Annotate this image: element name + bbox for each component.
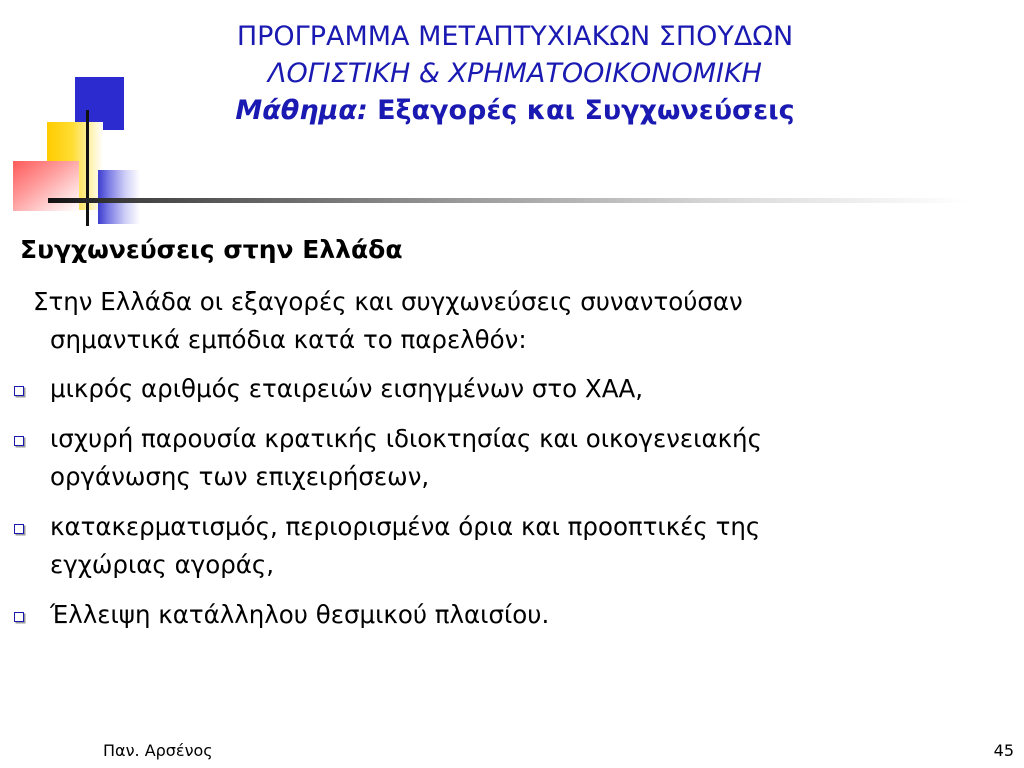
bullet-text: μικρός αριθμός εταιρειών εισηγμένων στο ΧΑΑ, (50, 374, 644, 403)
slide-title (140, 18, 890, 129)
hollow-square-bullet-icon (14, 612, 24, 622)
bullet-text-continued: εγχώριας αγοράς, (50, 550, 275, 579)
intro-line-2: σημαντικά εμπόδια κατά το παρελθόν: (50, 325, 527, 354)
course-title (140, 92, 890, 129)
bullet-list (12, 370, 912, 646)
logo-lightblue-square (98, 170, 140, 224)
hollow-square-bullet-icon (14, 386, 24, 396)
program-title: ΠΡΟΓΡΑΜΜΑ ΜΕΤΑΠΤΥΧΙΑΚΩΝ ΣΠΟΥΔΩΝ (236, 21, 794, 52)
bullet-text-continued: οργάνωσης των επιχειρήσεων, (50, 462, 430, 491)
bullet-item (12, 508, 912, 584)
footer-author: Παν. Αρσένος (103, 741, 213, 760)
program-subtitle: ΛΟΓΙΣΤΙΚΗ & ΧΡΗΜΑΤΟΟΙΚΟΝΟΜΙΚΗ (268, 58, 762, 89)
bullet-text: κατακερματισμός, περιορισμένα όρια και προοπτικές της (50, 512, 761, 541)
bullet-text: Έλλειψη κατάλληλου θεσμικού πλαισίου. (50, 600, 550, 629)
bullet-item (12, 370, 912, 408)
course-label: Μάθημα: (235, 95, 368, 126)
bullet-item (12, 596, 912, 634)
hollow-square-bullet-icon (14, 436, 24, 446)
bullet-item (12, 420, 912, 496)
intro-paragraph (33, 283, 933, 359)
page-number: 45 (993, 741, 1014, 760)
bullet-text: ισχυρή παρουσία κρατικής ιδιοκτησίας και οικογενειακής (50, 424, 762, 453)
logo-vertical-line (86, 110, 89, 226)
section-heading: Συγχωνεύσεις στην Ελλάδα (20, 235, 403, 264)
logo-red-square (13, 161, 79, 211)
intro-line-1: Στην Ελλάδα οι εξαγορές και συγχωνεύσεις συναντούσαν (33, 287, 743, 316)
hollow-square-bullet-icon (14, 524, 24, 534)
course-name: Εξαγορές και Συγχωνεύσεις (377, 95, 795, 126)
title-divider-line (48, 198, 968, 203)
